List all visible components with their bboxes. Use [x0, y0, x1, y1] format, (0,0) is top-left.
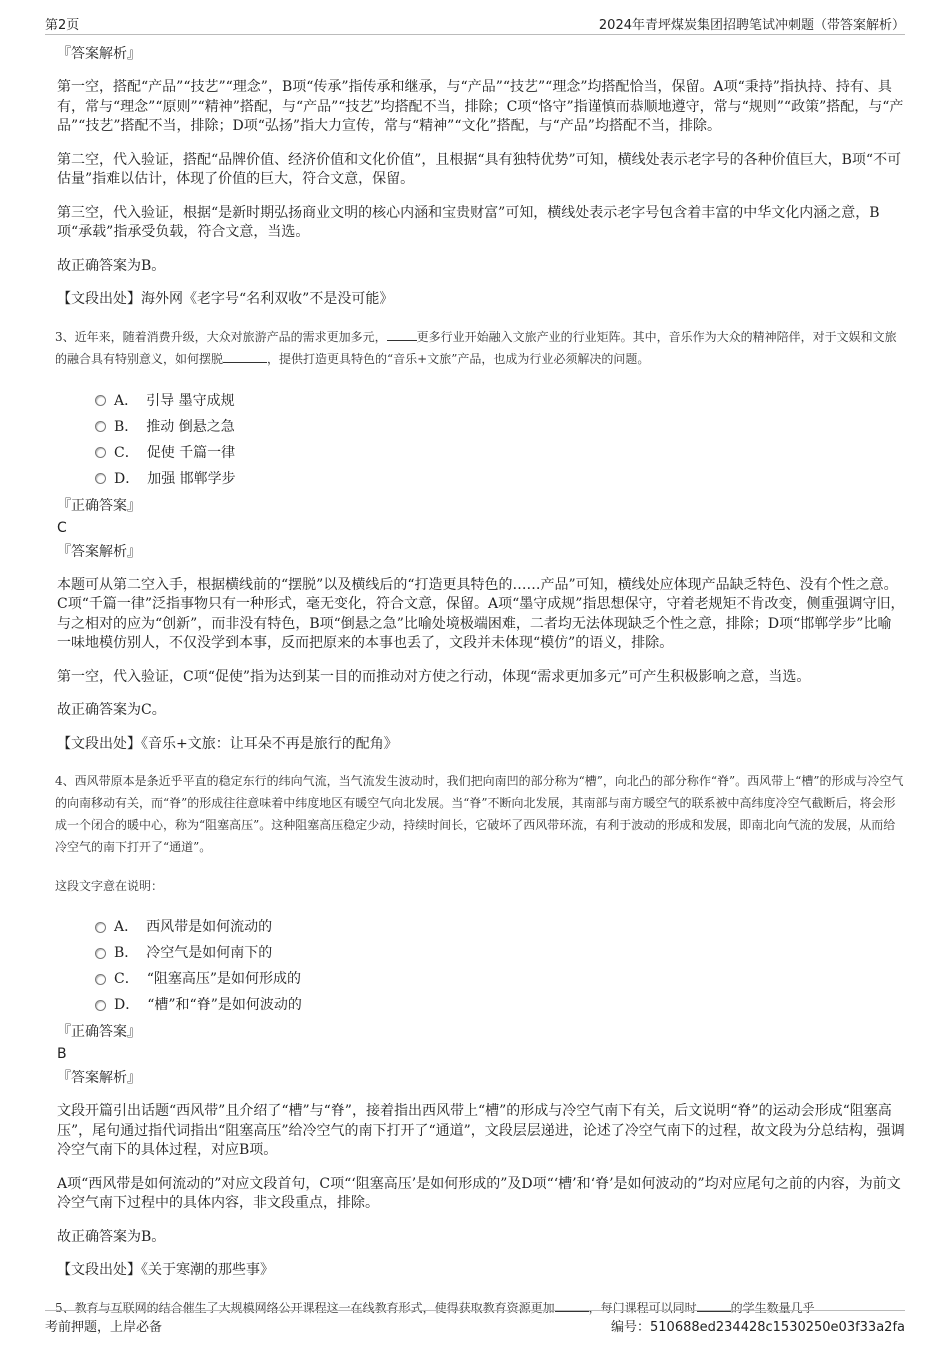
source-citation: 【文段出处】《音乐+文旅：让耳朵不再是旅行的配角》	[57, 735, 398, 752]
option-b[interactable]: B． 推动 倒悬之急	[95, 414, 905, 440]
correct-answer-heading: 『正确答案』	[57, 497, 141, 514]
analysis-paragraph: A项“西风带是如何流动的”对应文段首句，C项“‘阻塞高压’是如何形成的”及D项“‘槽’和‘脊’是如何波动的”均对应尾句之前的内容，为前文冷空气南下过程中的具体内容，非文段重点，排除。	[57, 1175, 901, 1211]
question-stem: 3、近年来，随着消费升级，大众对旅游产品的需求更加多元， 更多行业开始融入文旅产业的行业矩阵。其中，音乐作为大众的精神陪伴，对于文娱和文旅的融合具有特别意义，如何摆脱 ，提供打造更具特色的“音乐+文旅”产品，也成为行业必须解决的问题。	[55, 329, 897, 366]
radio-icon[interactable]	[95, 473, 106, 484]
source-citation: 【文段出处】《关于寒潮的那些事》	[57, 1262, 274, 1278]
option-d[interactable]: D． 加强 邯郸学步	[95, 466, 905, 492]
option-c[interactable]: C． 促使 千篇一律	[95, 440, 905, 466]
analysis-paragraph: 本题可从第二空入手，根据横线前的“摆脱”以及横线后的“打造更具特色的……产品”可知，横线处应体现产品缺乏特色、没有个性之意。C项“千篇一律”泛指事物只有一种形式，毫无变化，符合文意，保留。A项“墨守成规”指思想保守，守着老规矩不肯改变，侧重强调守旧，与之相对的应为“创新”，而非没有特色，B项“倒悬之急”比喻处境极端困难，二者均无法体现缺乏个性之意，排除；D项“邯郸学步”比喻一味地模仿别人，不仅没学到本事，反而把原来的本事也丢了，文段并未体现“模仿”的语义，排除。	[57, 576, 905, 651]
analysis-heading: 『答案解析』	[57, 1070, 141, 1086]
fill-blank	[387, 340, 417, 341]
question-stem: 5、教育与互联网的结合催生了大规模网络公开课程这一在线教育形式，使得获取教育资源更加 ，每门课程可以同时 的学生数量几乎	[55, 1300, 815, 1315]
option-b[interactable]: B． 冷空气是如何南下的	[95, 940, 905, 966]
radio-icon[interactable]	[95, 395, 106, 406]
correct-answer: B	[57, 1046, 67, 1062]
analysis-heading: 『答案解析』	[57, 543, 141, 560]
radio-icon[interactable]	[95, 421, 106, 432]
content	[55, 40, 905, 1319]
radio-icon[interactable]	[95, 922, 106, 933]
analysis-paragraph: 第二空，代入验证，搭配“品牌价值、经济价值和文化价值”，且根据“具有独特优势”可知，横线处表示老字号的各种价值巨大，B项“不可估量”指难以估计，体现了价值的巨大，符合文意，保留。	[57, 151, 902, 187]
answer-statement: 故正确答案为B。	[57, 257, 166, 274]
analysis-paragraph: 第一空，搭配“产品”“技艺”“理念”，B项“传承”指传承和继承，与“产品”“技艺”“理念”均搭配恰当，保留。A项“秉持”指执持、持有、具有，常与“理念”“原则”“精神”搭配，与“产品”“技艺”均搭配不当，排除；C项“恪守”指谨慎而恭顺地遵守，常与“规则”“政策”搭配，与“产品”“技艺”搭配不当，排除；D项“弘扬”指大力宣传，常与“精神”“文化”搭配，与“产品”均搭配不当，排除。	[57, 79, 904, 134]
option-c[interactable]: C． “阻塞高压”是如何形成的	[95, 966, 905, 992]
option-list	[95, 388, 905, 492]
radio-icon[interactable]	[95, 447, 106, 458]
option-a[interactable]: A． 引导 墨守成规	[95, 388, 905, 414]
document-title: 2024年青坪煤炭集团招聘笔试冲刺题（带答案解析）	[598, 18, 905, 33]
analysis-heading: 『答案解析』	[57, 46, 141, 62]
footer-slogan: 考前押题，上岸必备	[45, 1320, 163, 1335]
analysis-paragraph: 第一空，代入验证，C项“促使”指为达到某一目的而推动对方使之行动，体现“需求更加多元”可产生积极影响之意，当选。	[57, 668, 811, 685]
analysis-paragraph: 文段开篇引出话题“西风带”且介绍了“槽”与“脊”，接着指出西风带上“槽”的形成与冷空气南下有关，后文说明“脊”的运动会形成“阻塞高压”，尾句通过指代词指出“阻塞高压”给冷空气的南下打开了“通道”，文段层层递进，论述了冷空气南下的过程，故文段为分总结构，强调冷空气南下的具体过程，对应B项。	[57, 1103, 905, 1158]
option-a[interactable]: A． 西风带是如何流动的	[95, 914, 905, 940]
radio-icon[interactable]	[95, 974, 106, 985]
document-id: 编号：510688ed234428c1530250e03f33a2fa	[611, 1320, 905, 1335]
radio-icon[interactable]	[95, 948, 106, 959]
source-citation: 【文段出处】海外网《老字号“名利双收”不是没可能》	[57, 291, 394, 307]
question-stem: 4、西风带原本是条近乎平直的稳定东行的纬向气流，当气流发生波动时，我们把向南凹的部分称为“槽”，向北凸的部分称作“脊”。西风带上“槽”的形成与冷空气的向南移动有关，而“脊”的形成往往意味着中纬度地区有暖空气向北发展。当“脊”不断向北发展，其南部与南方暖空气的联系被中高纬度冷空气截断后，将会形成一个闭合的暖中心，称为“阻塞高压”。这种阻塞高压稳定少动，持续时间长，它破坏了西风带环流，有利于波动的形成和发展，即南北向气流的发展，从而给冷空气的南下打开了“通道”。	[55, 774, 904, 854]
correct-answer-heading: 『正确答案』	[57, 1024, 141, 1040]
answer-statement: 故正确答案为C。	[57, 702, 166, 718]
page-number: 第2页	[45, 18, 80, 33]
radio-icon[interactable]	[95, 1000, 106, 1011]
option-list	[95, 914, 905, 1018]
question-prompt: 这段文字意在说明：	[55, 879, 164, 893]
correct-answer: C	[57, 519, 67, 536]
page-header	[45, 8, 905, 35]
analysis-paragraph: 第三空，代入验证，根据“是新时期弘扬商业文明的核心内涵和宝贵财富”可知，横线处表示老字号包含着丰富的中华文化内涵之意，B项“承载”指承受负载，符合文意，当选。	[57, 204, 880, 240]
fill-blank	[223, 362, 267, 363]
option-d[interactable]: D． “槽”和“脊”是如何波动的	[95, 992, 905, 1018]
answer-statement: 故正确答案为B。	[57, 1228, 166, 1245]
page-footer	[45, 1310, 905, 1339]
